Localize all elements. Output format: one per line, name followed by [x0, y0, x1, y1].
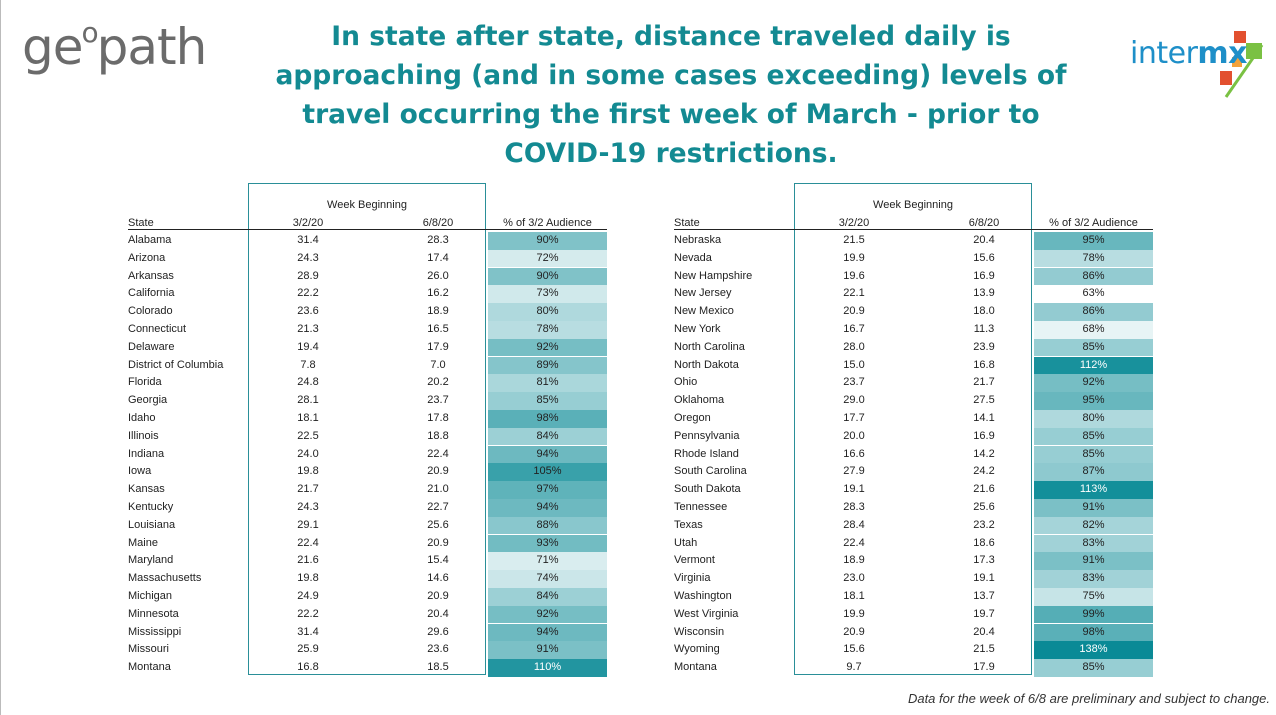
table-row [674, 606, 1153, 624]
distance-6-8: 20.9 [427, 536, 449, 549]
distance-3-2: 24.8 [297, 376, 319, 389]
table-row [128, 570, 607, 588]
state-name: West Virginia [674, 607, 739, 620]
distance-6-8: 17.9 [973, 661, 995, 674]
distance-6-8: 22.7 [427, 501, 449, 513]
distance-3-2: 28.0 [843, 340, 865, 353]
pct-of-audience: 138% [1034, 641, 1153, 659]
state-name: Minnesota [128, 607, 179, 620]
state-name: Oregon [674, 412, 711, 424]
distance-3-2: 16.8 [297, 661, 319, 674]
state-name: California [128, 287, 175, 300]
slide-left-border [0, 0, 1, 715]
table-row [128, 659, 607, 677]
distance-6-8: 17.8 [427, 412, 449, 424]
distance-3-2: 24.0 [297, 447, 319, 460]
distance-3-2: 28.9 [297, 269, 319, 282]
distance-3-2: 22.5 [297, 429, 319, 442]
table-row [674, 410, 1153, 428]
pct-of-audience: 90% [488, 268, 607, 286]
table-row [128, 285, 607, 303]
table-row [674, 232, 1153, 250]
table-row [674, 428, 1153, 446]
table-row [128, 321, 607, 339]
distance-6-8: 16.9 [973, 269, 995, 282]
state-name: Wisconsin [674, 625, 725, 638]
table-row [128, 446, 607, 464]
state-name: Wyoming [674, 643, 720, 656]
distance-3-2: 19.8 [297, 572, 319, 585]
header-divider [128, 229, 607, 230]
pct-of-audience: 99% [1034, 606, 1153, 624]
distance-6-8: 16.5 [427, 323, 449, 335]
distance-6-8: 27.5 [973, 394, 995, 407]
distance-3-2: 22.1 [843, 287, 865, 300]
distance-6-8: 16.8 [973, 358, 995, 371]
state-name: Florida [128, 376, 162, 389]
state-name: Georgia [128, 394, 168, 407]
pct-of-audience: 94% [488, 499, 607, 517]
pct-of-audience: 74% [488, 570, 607, 588]
pct-of-audience: 81% [488, 374, 607, 392]
state-name: Ohio [674, 376, 698, 389]
distance-3-2: 7.8 [300, 358, 316, 371]
distance-3-2: 20.0 [843, 429, 865, 442]
distance-6-8: 19.1 [973, 572, 995, 585]
state-name: Illinois [128, 429, 159, 442]
distance-3-2: 16.7 [843, 323, 865, 335]
state-name: Oklahoma [674, 394, 725, 407]
date1-header: 3/2/20 [292, 217, 324, 229]
state-name: New York [674, 323, 721, 335]
distance-3-2: 24.3 [297, 251, 319, 264]
state-name: Nebraska [674, 234, 722, 246]
distance-3-2: 22.2 [297, 607, 319, 620]
distance-6-8: 25.6 [427, 518, 449, 531]
distance-6-8: 18.6 [973, 536, 995, 549]
pct-of-audience: 89% [488, 357, 607, 375]
distance-6-8: 17.4 [427, 251, 449, 264]
pct-header: % of 3/2 Audience [1049, 217, 1138, 229]
table-row [128, 552, 607, 570]
state-name: Missouri [128, 643, 169, 656]
distance-3-2: 15.6 [843, 643, 865, 656]
pct-of-audience: 73% [488, 285, 607, 303]
state-name: Virginia [674, 572, 711, 585]
state-name: New Hampshire [674, 269, 753, 282]
pct-of-audience: 85% [1034, 339, 1153, 357]
table-row [674, 481, 1153, 499]
table-row [674, 463, 1153, 481]
distance-6-8: 15.4 [427, 554, 449, 567]
state-name: Nevada [674, 251, 712, 264]
distance-6-8: 15.6 [973, 251, 995, 264]
table-row [128, 624, 607, 642]
distance-3-2: 21.5 [843, 234, 865, 246]
distance-3-2: 19.8 [297, 465, 319, 478]
distance-3-2: 31.4 [297, 234, 319, 246]
pct-of-audience: 98% [1034, 624, 1153, 642]
table-row [674, 499, 1153, 517]
distance-3-2: 18.1 [297, 412, 319, 424]
table-row [128, 517, 607, 535]
distance-6-8: 18.5 [427, 661, 449, 674]
pct-of-audience: 94% [488, 624, 607, 642]
table-row [674, 535, 1153, 553]
pct-of-audience: 83% [1034, 570, 1153, 588]
pct-of-audience: 97% [488, 481, 607, 499]
distance-6-8: 20.9 [427, 465, 449, 478]
state-name: Rhode Island [674, 447, 739, 460]
geopath-logo: $ge^opath$ [22, 16, 207, 76]
distance-6-8: 29.6 [427, 625, 449, 638]
date2-header: 6/8/20 [422, 217, 454, 229]
pct-header: % of 3/2 Audience [503, 217, 592, 229]
state-name: Utah [674, 536, 698, 549]
distance-6-8: 20.2 [427, 376, 449, 389]
state-name: Montana [128, 661, 171, 674]
table-row [674, 446, 1153, 464]
distance-3-2: 23.0 [843, 572, 865, 585]
footnote: Data for the week of 6/8 are preliminary and subject to change. [907, 691, 1270, 706]
distance-6-8: 23.2 [973, 518, 995, 531]
table-row [674, 588, 1153, 606]
intermx-logo: intermx [1130, 31, 1270, 101]
pct-of-audience: 78% [1034, 250, 1153, 268]
pct-of-audience: 85% [488, 392, 607, 410]
pct-of-audience: 68% [1034, 321, 1153, 339]
distance-3-2: 20.9 [843, 305, 865, 318]
distance-3-2: 29.1 [297, 518, 319, 531]
state-name: Connecticut [128, 323, 187, 335]
table-row [128, 232, 607, 250]
table-row [128, 392, 607, 410]
table-row [128, 357, 607, 375]
distance-6-8: 21.0 [427, 483, 449, 496]
table-row [674, 392, 1153, 410]
table-row [674, 659, 1153, 677]
distance-3-2: 16.6 [843, 447, 865, 460]
distance-3-2: 24.9 [297, 590, 319, 602]
state-name: Maine [128, 536, 158, 549]
distance-6-8: 20.9 [427, 590, 449, 602]
distance-3-2: 19.1 [843, 483, 865, 496]
distance-6-8: 21.5 [973, 643, 995, 656]
distance-3-2: 18.1 [843, 590, 865, 602]
state-name: District of Columbia [128, 358, 224, 371]
week-beginning-label: Week Beginning [327, 199, 407, 211]
state-name: Indiana [128, 447, 165, 460]
distance-6-8: 14.2 [973, 447, 995, 460]
table-row [128, 268, 607, 286]
distance-6-8: 18.9 [427, 305, 449, 318]
state-name: Pennsylvania [674, 429, 740, 442]
pct-of-audience: 92% [488, 606, 607, 624]
distance-3-2: 21.6 [297, 554, 319, 567]
distance-3-2: 9.7 [846, 661, 862, 674]
slide-title: In state after state, distance traveled daily is approaching (and in some cases exceeding) levels of travel occurring the first week of March - prior to COVID-19 restrictions. [275, 21, 1067, 169]
pct-of-audience: 85% [1034, 428, 1153, 446]
distance-6-8: 17.9 [427, 340, 449, 353]
pct-of-audience: 91% [1034, 552, 1153, 570]
distance-6-8: 13.9 [973, 287, 995, 300]
distance-3-2: 31.4 [297, 625, 319, 638]
table-row [674, 570, 1153, 588]
table-row [128, 428, 607, 446]
state-name: New Mexico [674, 305, 734, 318]
pct-of-audience: 92% [1034, 374, 1153, 392]
table-row [674, 624, 1153, 642]
table-row [674, 250, 1153, 268]
pct-of-audience: 84% [488, 588, 607, 606]
distance-6-8: 21.6 [973, 483, 995, 496]
distance-6-8: 19.7 [973, 607, 995, 620]
table-row [674, 303, 1153, 321]
distance-6-8: 21.7 [973, 376, 995, 389]
pct-of-audience: 83% [1034, 535, 1153, 553]
distance-3-2: 21.3 [297, 323, 319, 335]
distance-3-2: 21.7 [297, 483, 319, 496]
state-name: Arkansas [128, 269, 174, 282]
state-name: Idaho [128, 412, 156, 424]
pct-of-audience: 105% [488, 463, 607, 481]
pct-of-audience: 63% [1034, 285, 1153, 303]
state-name: Kansas [128, 483, 165, 496]
distance-6-8: 20.4 [427, 607, 449, 620]
table-row [128, 463, 607, 481]
pct-of-audience: 75% [1034, 588, 1153, 606]
distance-6-8: 23.7 [427, 394, 449, 407]
distance-6-8: 20.4 [973, 625, 995, 638]
pct-of-audience: 85% [1034, 659, 1153, 677]
distance-3-2: 15.0 [843, 358, 865, 371]
state-header: State [128, 217, 154, 229]
table-row [674, 268, 1153, 286]
state-name: Kentucky [128, 501, 174, 513]
distance-3-2: 17.7 [843, 412, 865, 424]
pct-of-audience: 78% [488, 321, 607, 339]
pct-of-audience: 86% [1034, 268, 1153, 286]
distance-3-2: 28.4 [843, 518, 865, 531]
distance-6-8: 26.0 [427, 269, 449, 282]
distance-3-2: 23.7 [843, 376, 865, 389]
date2-header: 6/8/20 [968, 217, 1000, 229]
table-row [128, 588, 607, 606]
state-name: North Dakota [674, 358, 739, 371]
pct-of-audience: 82% [1034, 517, 1153, 535]
state-name: Iowa [128, 465, 152, 478]
distance-6-8: 18.0 [973, 305, 995, 318]
table-row [674, 339, 1153, 357]
distance-6-8: 16.2 [427, 287, 449, 300]
table-row [674, 552, 1153, 570]
table-row [128, 250, 607, 268]
pct-of-audience: 71% [488, 552, 607, 570]
table-row [674, 321, 1153, 339]
pct-of-audience: 86% [1034, 303, 1153, 321]
distance-3-2: 24.3 [297, 501, 319, 513]
pct-of-audience: 80% [488, 303, 607, 321]
pct-of-audience: 95% [1034, 232, 1153, 250]
table-row [674, 641, 1153, 659]
pct-of-audience: 88% [488, 517, 607, 535]
distance-3-2: 25.9 [297, 643, 319, 656]
distance-6-8: 18.8 [427, 429, 449, 442]
table-row [674, 285, 1153, 303]
distance-6-8: 7.0 [430, 358, 446, 371]
state-name: Michigan [128, 590, 173, 602]
distance-6-8: 28.3 [427, 234, 449, 246]
distance-3-2: 22.4 [843, 536, 865, 549]
table-row [128, 606, 607, 624]
state-name: South Carolina [674, 465, 747, 478]
state-header: State [674, 217, 700, 229]
distance-6-8: 16.9 [973, 429, 995, 442]
state-name: Louisiana [128, 518, 176, 531]
table-row [128, 339, 607, 357]
pct-of-audience: 112% [1034, 357, 1153, 375]
distance-3-2: 19.6 [843, 269, 865, 282]
state-name: Massachusetts [128, 572, 202, 585]
pct-of-audience: 91% [488, 641, 607, 659]
distance-3-2: 28.1 [297, 394, 319, 407]
distance-6-8: 20.4 [973, 234, 995, 246]
pct-of-audience: 113% [1034, 481, 1153, 499]
distance-6-8: 24.2 [973, 465, 995, 478]
distance-3-2: 27.9 [843, 465, 865, 478]
distance-6-8: 11.3 [973, 323, 995, 335]
distance-6-8: 14.6 [427, 572, 449, 585]
table-row [128, 535, 607, 553]
state-name: South Dakota [674, 483, 741, 496]
state-name: North Carolina [674, 340, 745, 353]
pct-of-audience: 98% [488, 410, 607, 428]
week-beginning-label: Week Beginning [873, 199, 953, 211]
distance-6-8: 25.6 [973, 501, 995, 513]
table-row [128, 303, 607, 321]
state-name: Washington [674, 590, 732, 602]
table-row [128, 374, 607, 392]
state-name: Mississippi [128, 625, 182, 638]
table-row [674, 517, 1153, 535]
pct-of-audience: 72% [488, 250, 607, 268]
pct-of-audience: 84% [488, 428, 607, 446]
state-name: Alabama [128, 234, 172, 246]
distance-3-2: 22.4 [297, 536, 319, 549]
distance-3-2: 22.2 [297, 287, 319, 300]
pct-of-audience: 93% [488, 535, 607, 553]
distance-3-2: 19.4 [297, 340, 319, 353]
distance-3-2: 18.9 [843, 554, 865, 567]
table-row [128, 499, 607, 517]
state-name: Colorado [128, 305, 173, 318]
state-name: Maryland [128, 554, 174, 567]
distance-3-2: 19.9 [843, 251, 865, 264]
table-row [128, 481, 607, 499]
pct-of-audience: 95% [1034, 392, 1153, 410]
distance-3-2: 19.9 [843, 607, 865, 620]
state-name: Vermont [674, 554, 715, 567]
date1-header: 3/2/20 [838, 217, 870, 229]
distance-6-8: 14.1 [973, 412, 995, 424]
pct-of-audience: 85% [1034, 446, 1153, 464]
pct-of-audience: 80% [1034, 410, 1153, 428]
distance-6-8: 22.4 [427, 447, 449, 460]
distance-6-8: 13.7 [973, 590, 995, 602]
table-row [128, 410, 607, 428]
state-name: Delaware [128, 340, 175, 353]
state-name: Arizona [128, 251, 166, 264]
distance-6-8: 23.9 [973, 340, 995, 353]
distance-3-2: 23.6 [297, 305, 319, 318]
pct-of-audience: 90% [488, 232, 607, 250]
distance-3-2: 29.0 [843, 394, 865, 407]
state-name: Texas [674, 518, 703, 531]
table-row [128, 641, 607, 659]
pct-of-audience: 94% [488, 446, 607, 464]
header-divider [674, 229, 1153, 230]
pct-of-audience: 87% [1034, 463, 1153, 481]
state-name: Montana [674, 661, 717, 674]
distance-6-8: 17.3 [973, 554, 995, 567]
pct-of-audience: 110% [488, 659, 607, 677]
state-name: Tennessee [674, 501, 728, 513]
pct-of-audience: 92% [488, 339, 607, 357]
table-row [674, 357, 1153, 375]
distance-6-8: 23.6 [427, 643, 449, 656]
pct-of-audience: 91% [1034, 499, 1153, 517]
table-row [674, 374, 1153, 392]
distance-3-2: 20.9 [843, 625, 865, 638]
state-name: New Jersey [674, 287, 732, 300]
distance-3-2: 28.3 [843, 501, 865, 513]
